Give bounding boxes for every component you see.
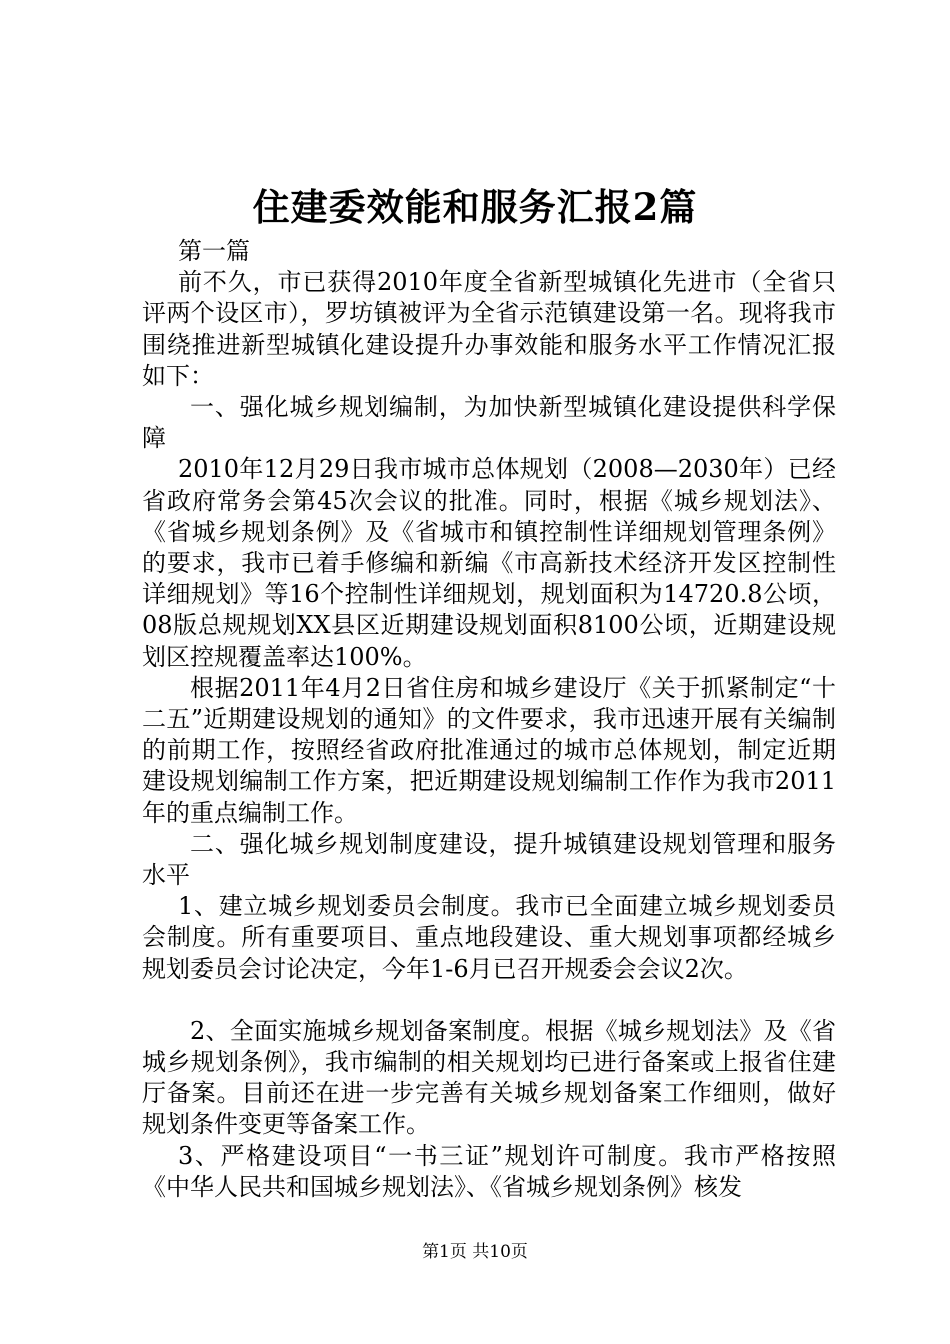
body-paragraph: 1、建立城乡规划委员会制度。我市已全面建立城乡规划委员会制度。所有重要项目、重点地段建设、重大规划事项都经城乡规划委员会讨论决定，今年1-6月已召开规委会会议2次。 [142,892,836,983]
section-heading: 二、强化城乡规划制度建设，提升城镇建设规划管理和服务水平 [142,829,836,890]
body-paragraph: 前不久，市已获得2010年度全省新型城镇化先进市（全省只评两个设区市），罗坊镇被评为全省示范镇建设第一名。现将我市围绕推进新型城镇化建设提升办事效能和服务水平工作情况汇报如下： [142,268,836,390]
body-paragraph: 2010年12月29日我市城市总体规划（2008—2030年）已经省政府常务会第45次会议的批准。同时，根据《城乡规划法》、《省城乡规划条例》及《省城市和镇控制性详细规划管理条例》的要求，我市已着手修编和新编《市高新技术经济开发区控制性详细规划》等16个控制性详细规划，规划面积为14720.8公顷，08版总规规划XX县区近期建设规划面积8100公顷，近期建设规划区控规覆盖率达100%。 [142,455,836,671]
body-paragraph: 根据2011年4月2日省住房和城乡建设厅《关于抓紧制定“十二五”近期建设规划的通知》的文件要求，我市迅速开展有关编制的前期工作，按照经省政府批准通过的城市总体规划，制定近期建设规划编制工作方案，把近期建设规划编制工作作为我市2011年的重点编制工作。 [142,673,836,827]
body-paragraph: 3、严格建设项目“一书三证”规划许可制度。我市严格按照《中华人民共和国城乡规划法》、《省城乡规划条例》核发 [142,1141,836,1201]
document-body [142,236,836,1203]
document-title: 住建委效能和服务汇报2篇 [252,185,698,229]
page-footer: 第1页 共10页 [422,1242,528,1262]
body-paragraph: 2、全面实施城乡规划备案制度。根据《城乡规划法》及《省城乡规划条例》，我市编制的相关规划均已进行备案或上报省住建厅备案。目前还在进一步完善有关城乡规划备案工作细则，做好规划条件变更等备案工作。 [142,1016,836,1139]
section-heading: 一、强化城乡规划编制，为加快新型城镇化建设提供科学保障 [142,393,836,453]
section-label: 第一篇 [178,237,250,265]
